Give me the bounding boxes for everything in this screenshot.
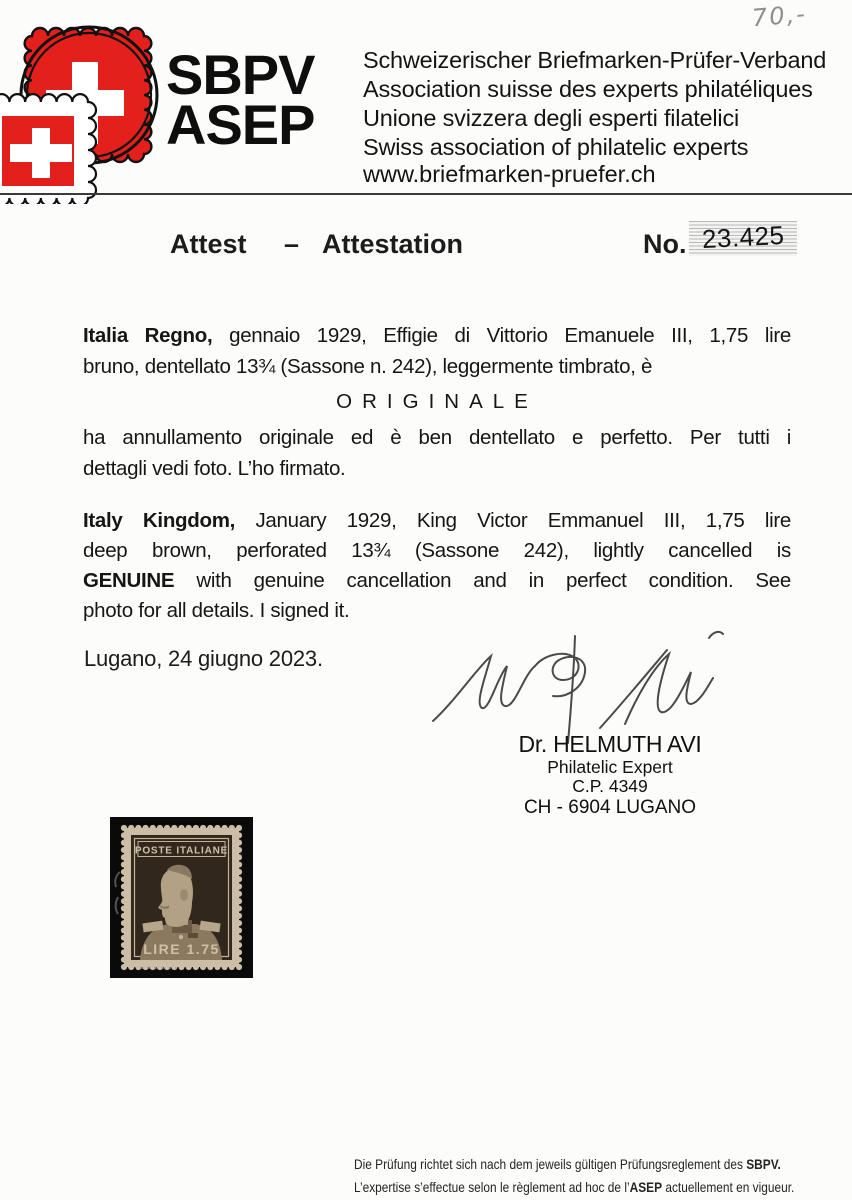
paragraph-line: photo for all details. I signed it. [83, 599, 350, 622]
verdict-originale: ORIGINALE [336, 390, 538, 413]
association-names [363, 46, 826, 162]
org-name-french: Association suisse des experts philatéliques [363, 76, 813, 102]
header-divider [0, 193, 852, 195]
paragraph-line: Italia Regno, gennaio 1929, Effigie di Vittorio Emanuele III, 1,75 lire [83, 324, 791, 347]
paragraph-line: dettagli vedi foto. L’ho firmato. [83, 457, 346, 480]
expert-city: CH - 6904 LUGANO [523, 797, 697, 818]
stamp-photo [110, 817, 253, 978]
paragraph-line: deep brown, perforated 13¾ (Sassone 242), lightly cancelled is [83, 539, 791, 562]
brand-line-asep: ASEP [166, 93, 315, 156]
certificate-number-label: No. [643, 229, 687, 259]
sbpv-logo [0, 10, 182, 204]
handwritten-price-note: 70,- [750, 0, 808, 33]
place-date-line: Lugano, 24 giugno 2023. [84, 646, 323, 671]
certificate-number: 23.425 [700, 219, 785, 255]
title-attest: Attest [170, 229, 247, 259]
description-english [83, 506, 791, 626]
expert-name: Dr. HELMUTH AVI [518, 731, 702, 757]
website-url: www.briefmarken-pruefer.ch [363, 161, 656, 187]
paragraph-line: bruno, dentellato 13¾ (Sassone n. 242), leggermente timbrato, è [83, 355, 653, 378]
expert-stamp-block [470, 731, 750, 819]
paragraph-line: Italy Kingdom, January 1929, King Victor Emmanuel III, 1,75 lire [83, 509, 791, 532]
expert-pobox: C.P. 4349 [572, 776, 648, 796]
paragraph-line: ha annullamento originale ed è ben dentellato e perfetto. Per tutti i [83, 426, 791, 449]
org-name-german: Schweizerischer Briefmarken-Prüfer-Verband [363, 47, 827, 73]
brand-abbreviation [166, 43, 315, 156]
description-italian [83, 320, 791, 484]
brand-line-sbpv: SBPV [166, 43, 315, 106]
subject-bold-en: Italy Kingdom, [83, 509, 236, 532]
small-swiss-stamp-icon [0, 94, 96, 204]
org-name-italian: Unione svizzera degli esperti filatelici [363, 105, 740, 131]
verdict-genuine: GENUINE [83, 569, 175, 592]
stamp-value-text: LIRE 1.75 [143, 941, 220, 957]
stamp-country-text: POSTE ITALIANE [134, 845, 229, 857]
footer-line-german: Die Prüfung richtet sich nach dem jeweils gültigen Prüfungsreglement des SBPV. [354, 1156, 781, 1172]
title-dash: – [284, 229, 300, 259]
footer-line-french: L’expertise s’effectue selon le règlement ad hoc de l’ASEP actuellement en vigueur. [354, 1179, 795, 1195]
expert-signature [425, 616, 735, 748]
certificate-number-box [689, 221, 797, 256]
paragraph-line: GENUINE with genuine cancellation and in perfect condition. See [83, 569, 791, 592]
org-name-english: Swiss association of philatelic experts [363, 134, 749, 160]
subject-bold-it: Italia Regno, [83, 324, 213, 347]
expert-role: Philatelic Expert [547, 757, 673, 777]
footer-regulations [354, 1153, 794, 1199]
title-attestation: Attestation [322, 229, 463, 259]
